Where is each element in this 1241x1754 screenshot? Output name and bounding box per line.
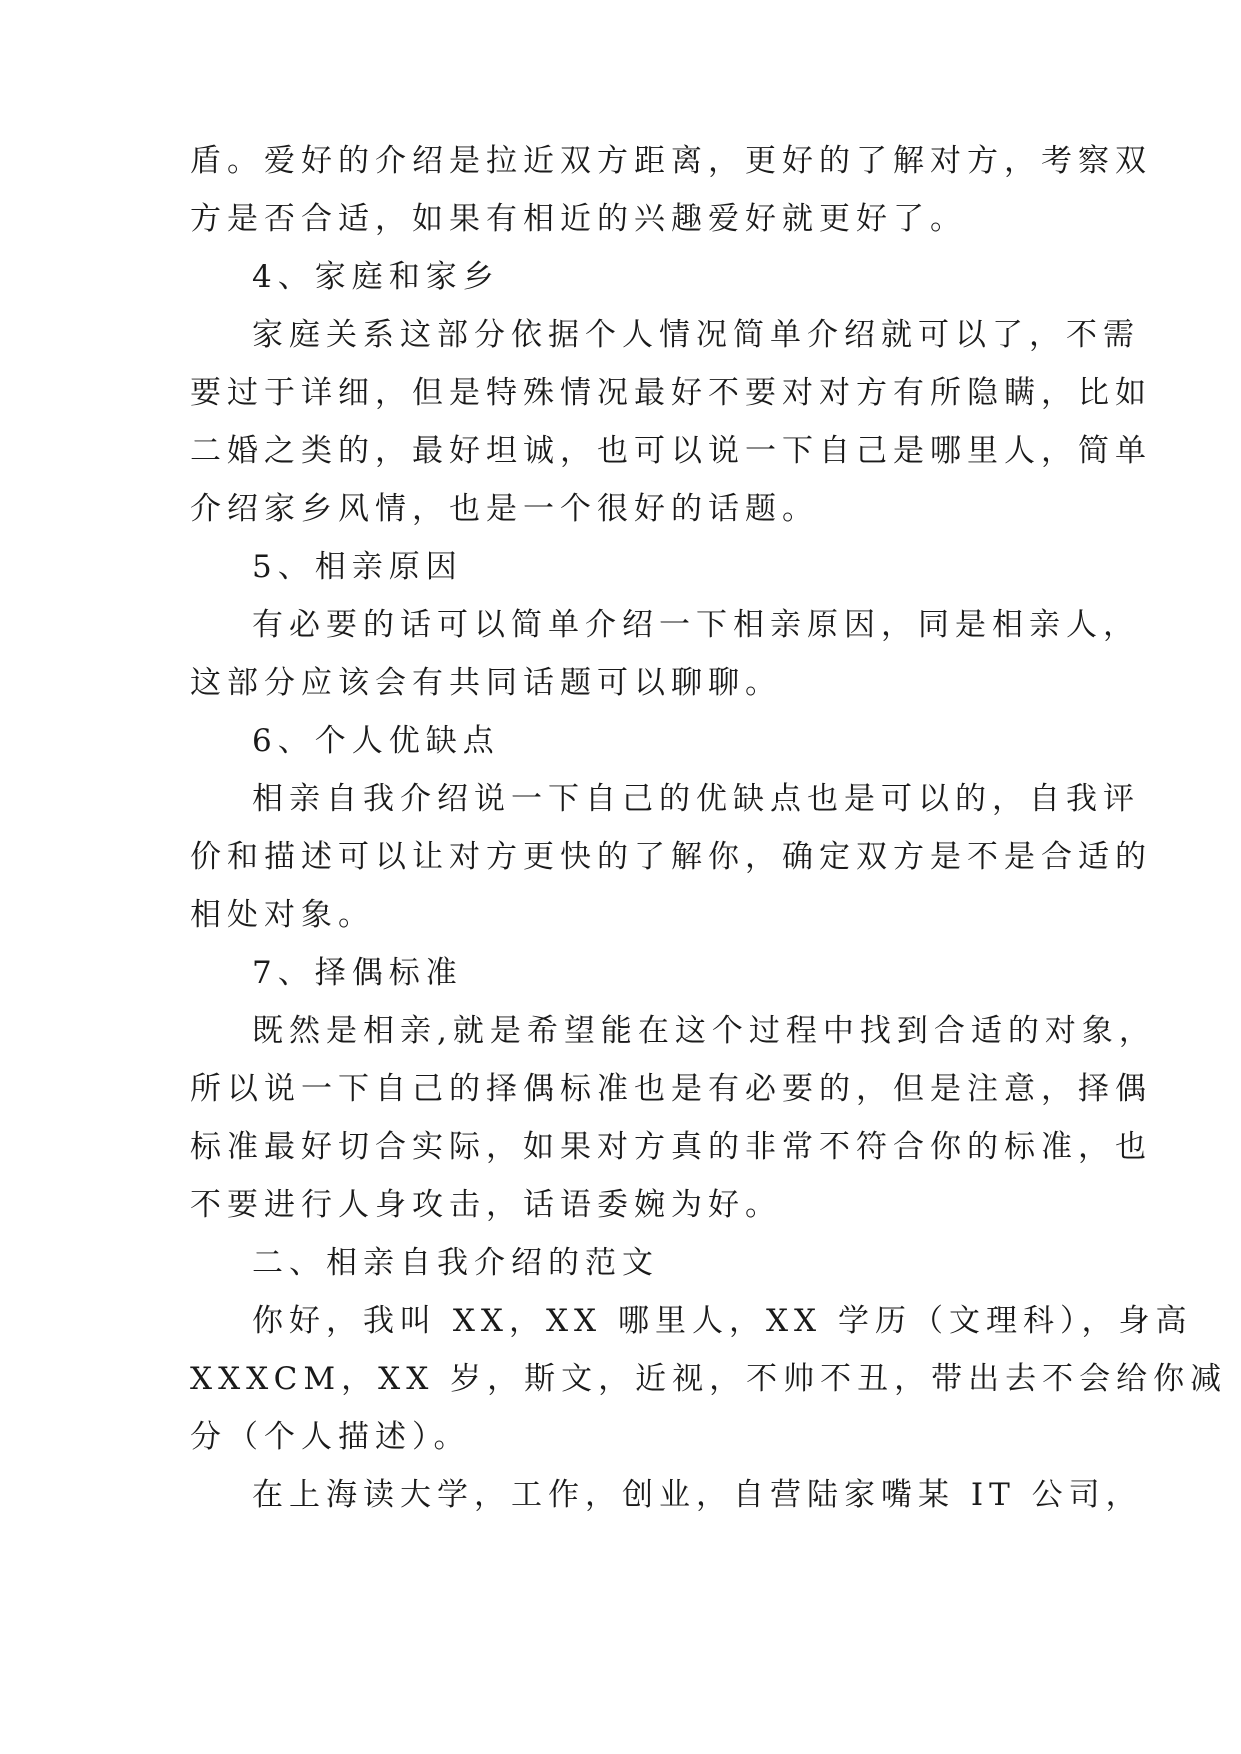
text-line: 标准最好切合实际，如果对方真的非常不符合你的标准，也 bbox=[190, 1129, 1152, 1165]
text-line: 介绍家乡风情，也是一个很好的话题。 bbox=[190, 491, 819, 527]
text-line: 方是否合适，如果有相近的兴趣爱好就更好了。 bbox=[190, 201, 967, 237]
text-line: 不要进行人身攻击，话语委婉为好。 bbox=[190, 1187, 782, 1223]
section-heading: 6、个人优缺点 bbox=[252, 723, 500, 759]
text-line: 相处对象。 bbox=[190, 897, 375, 933]
document-body bbox=[190, 132, 1228, 1524]
paragraph-start: 你好，我叫 XX，XX 哪里人，XX 学历（文理科），身高 bbox=[252, 1303, 1193, 1339]
section-heading: 7、择偶标准 bbox=[252, 955, 463, 991]
paragraph-start: 家庭关系这部分依据个人情况简单介绍就可以了，不需 bbox=[252, 317, 1140, 353]
section-heading: 二、相亲自我介绍的范文 bbox=[252, 1245, 659, 1281]
paragraph-start: 在上海读大学，工作，创业，自营陆家嘴某 IT 公司， bbox=[252, 1477, 1143, 1513]
section-heading: 4、家庭和家乡 bbox=[252, 259, 500, 295]
paragraph-start: 有必要的话可以简单介绍一下相亲原因，同是相亲人， bbox=[252, 607, 1140, 643]
text-line: 所以说一下自己的择偶标准也是有必要的，但是注意，择偶 bbox=[190, 1071, 1152, 1107]
text-line: 这部分应该会有共同话题可以聊聊。 bbox=[190, 665, 782, 701]
section-heading: 5、相亲原因 bbox=[252, 549, 463, 585]
text-line: 要过于详细，但是特殊情况最好不要对对方有所隐瞒，比如 bbox=[190, 375, 1152, 411]
paragraph-start: 相亲自我介绍说一下自己的优缺点也是可以的，自我评 bbox=[252, 781, 1140, 817]
text-line: 二婚之类的，最好坦诚，也可以说一下自己是哪里人，简单 bbox=[190, 433, 1152, 469]
text-line: 价和描述可以让对方更快的了解你，确定双方是不是合适的 bbox=[190, 839, 1152, 875]
text-line: XXXCM，XX 岁，斯文，近视，不帅不丑，带出去不会给你减 bbox=[190, 1361, 1228, 1397]
paragraph-start: 既然是相亲,就是希望能在这个过程中找到合适的对象， bbox=[252, 1013, 1156, 1049]
text-line: 分（个人描述）。 bbox=[190, 1419, 471, 1455]
text-line: 盾。爱好的介绍是拉近双方距离，更好的了解对方，考察双 bbox=[190, 143, 1152, 179]
